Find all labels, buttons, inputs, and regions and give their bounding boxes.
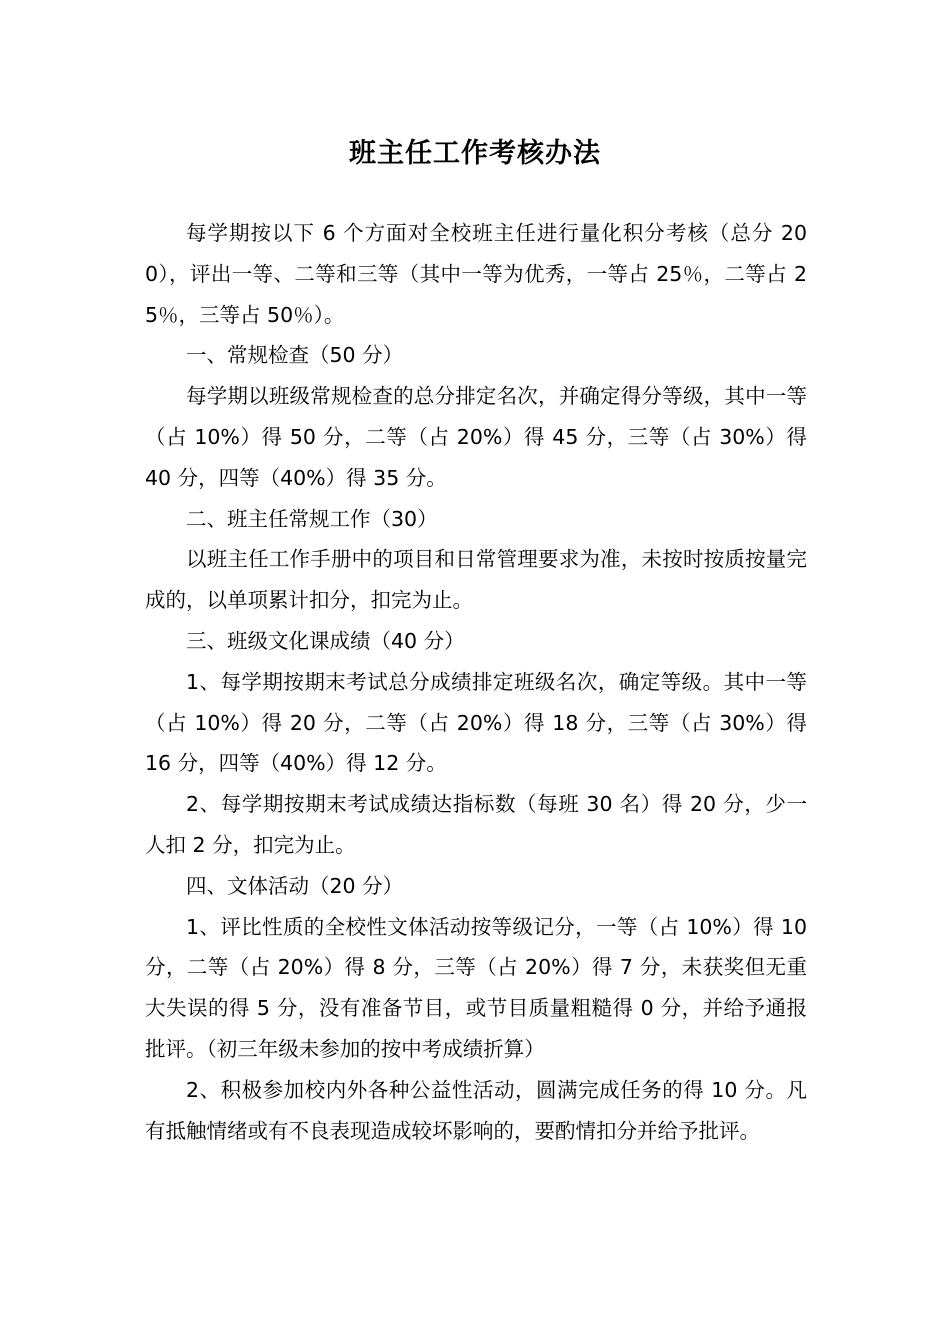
document-body — [145, 213, 807, 1151]
document-title: 班主任工作考核办法 — [349, 138, 601, 169]
section-heading-class-scores: 三、班级文化课成绩（40 分） — [186, 628, 465, 653]
section-heading-activities: 四、文体活动（20 分） — [186, 873, 404, 898]
activities-item-2: 2、积极参加校内外各种公益性活动，圆满完成任务的得 10 分。凡有抵触情绪或有不良表现造成较坏影响的，要酌情扣分并给予批评。 — [145, 1077, 807, 1143]
section-heading-routine-check: 一、常规检查（50 分） — [186, 343, 404, 368]
class-scores-item-1: 1、每学期按期末考试总分成绩排定班级名次，确定等级。其中一等（占 10%）得 20 分，二等（占 20%）得 18 分，三等（占 30%）得 16 分，四等（40%）得 12 分。 — [145, 669, 807, 776]
section-heading-routine-work: 二、班主任常规工作（30） — [186, 506, 438, 531]
intro-paragraph: 每学期按以下 6 个方面对全校班主任进行量化积分考核（总分 200），评出一等、二等和三等（其中一等为优秀，一等占 25％，二等占 25％，三等占 50％）。 — [145, 221, 807, 327]
routine-work-paragraph: 以班主任工作手册中的项目和日常管理要求为准，未按时按质按量完成的，以单项累计扣分，扣完为止。 — [145, 547, 807, 613]
class-scores-item-2: 2、每学期按期末考试成绩达指标数（每班 30 名）得 20 分，少一人扣 2 分，扣完为止。 — [145, 792, 807, 857]
activities-item-1: 1、评比性质的全校性文体活动按等级记分，一等（占 10%）得 10 分，二等（占 20%）得 8 分，三等（占 20%）得 7 分，未获奖但无重大失误的得 5 分，没有准备节目，或节目质量粗糙得 0 分，并给予通报批评。（初三年级未参加的按中考成绩折算） — [145, 914, 807, 1061]
routine-check-paragraph: 每学期以班级常规检查的总分排定名次，并确定得分等级，其中一等（占 10%）得 50 分，二等（占 20%）得 45 分，三等（占 30%）得 40 分，四等（40%）得 35 分。 — [145, 384, 807, 490]
